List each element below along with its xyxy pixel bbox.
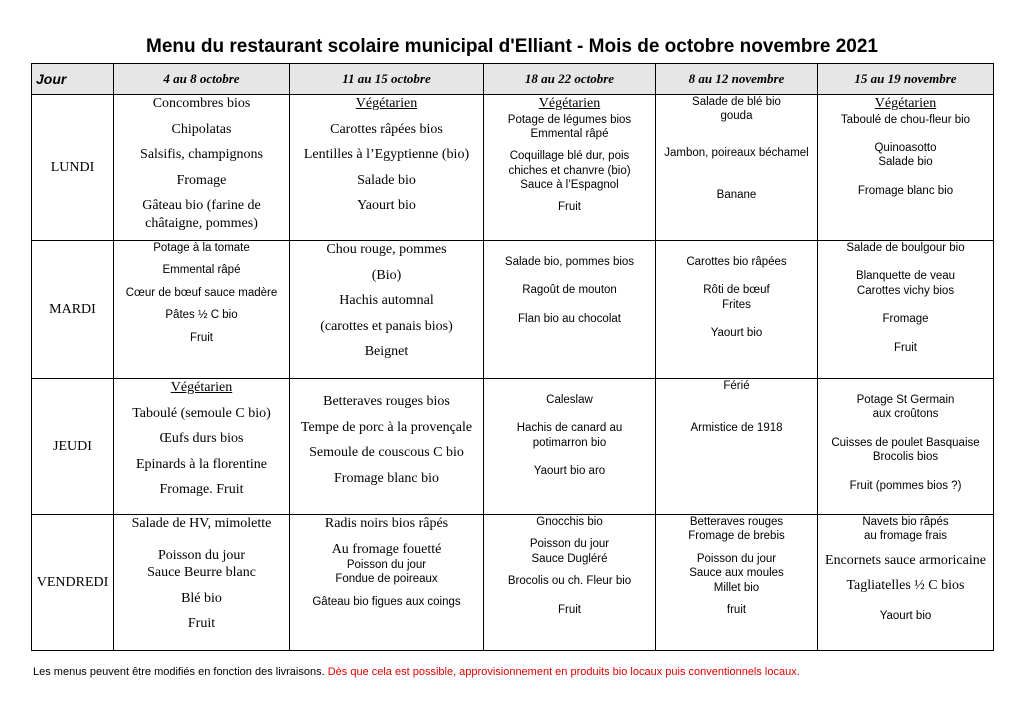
cell-vendredi-week2 [290,515,484,651]
menu-item: Epinards à la florentine [135,456,267,472]
menu-item: Taboulé de chou-fleur bio [840,113,971,126]
menu-item: Taboulé (semoule C bio) [132,405,271,421]
header-jour: Jour [32,64,114,95]
menu-item: Tempe de porc à la provençale [300,419,473,435]
menu-item: Flan bio au chocolat [518,312,621,325]
menu-item: Yaourt bio [879,609,932,622]
cell-lundi-week5 [818,95,994,241]
day-jeudi: JEUDI [32,379,114,515]
menu-item: Beignet [364,344,409,359]
menu-item: Fromage [882,313,929,326]
menu-item: Jambon, poireaux béchamel [664,146,809,159]
menu-item: Betteraves rouges [689,516,784,528]
cell-vendredi-week1 [114,515,290,651]
header-row [32,64,994,95]
menu-item: Semoule de couscous C bio [309,445,464,460]
menu-item: Gnocchis bio [536,516,603,528]
menu-item: Pâtes ½ C bio [165,309,238,322]
cell-jeudi-week4 [656,379,818,515]
day-mardi: MARDI [32,241,114,379]
menu-item: chiches et chanvre (bio) [508,164,631,177]
day-lundi: LUNDI [32,95,114,241]
row-mardi [32,241,994,379]
menu-item: Chou rouge, pommes [326,242,447,257]
vegetarian-label: Végétarien [538,96,601,111]
menu-item: Fruit [190,331,213,344]
menu-item: Salade bio [878,156,933,169]
menu-item: Fruit [558,201,581,214]
menu-item: Brocolis bios [872,451,939,464]
menu-item: Fondue de poireaux [335,573,438,586]
cell-lundi-week3 [484,95,656,241]
page-title: Menu du restaurant scolaire municipal d'Elliant - Mois de octobre novembre 2021 [146,36,878,57]
menu-item: au fromage frais [863,530,948,543]
menu-item: Gâteau bio figues aux coings [312,595,461,608]
header-week-1: 4 au 8 octobre [114,64,290,95]
menu-item: (carottes et panais bios) [320,318,453,334]
menu-item: Coquillage blé dur, pois [509,150,630,163]
menu-item: fruit [726,603,747,616]
menu-table [31,63,994,651]
menu-item: Poisson du jour [346,559,427,571]
menu-item: Fruit [894,341,917,354]
cell-vendredi-week5 [818,515,994,651]
cell-mardi-week3 [484,241,656,379]
row-lundi [32,95,994,241]
menu-item: Fruit [187,616,216,631]
menu-item: Lentilles à l’Egyptienne (bio) [303,147,470,162]
menu-item: Poisson du jour [157,547,246,563]
menu-item: Salade bio, pommes bios [504,256,635,268]
menu-item: Hachis automnal [339,293,434,308]
menu-item: Quinoasotto [874,141,937,154]
menu-item: Œufs durs bios [159,431,244,446]
menu-item: Férié [723,380,750,392]
menu-item: Ragoût de mouton [522,284,617,297]
menu-item: Salade de HV, mimolette [131,516,272,531]
menu-item: Rôti de bœuf [703,284,770,297]
menu-item: Cuisses de poulet Basquaise [831,436,980,449]
footer-note-highlight: Dès que cela est possible, approvisionnement en produits bio locaux puis conventionnels locaux. [327,666,800,678]
menu-item: Au fromage fouetté [331,541,442,557]
menu-item: Frites [722,298,751,311]
menu-item: Salade de blé bio [692,96,781,108]
menu-item: Tagliatelles ½ C bios [846,578,965,594]
menu-item: Hachis de canard au [516,422,623,435]
cell-jeudi-week5 [818,379,994,515]
vegetarian-label: Végétarien [874,96,937,111]
menu-item: Yaourt bio [357,198,416,213]
menu-item: Carottes vichy bios [856,284,955,297]
header-week-2: 11 au 15 octobre [290,64,484,95]
menu-item: Yaourt bio [710,327,763,340]
menu-item: Salade bio [357,172,416,188]
menu-item: aux croûtons [872,408,939,421]
menu-item: Potage de légumes bios [507,113,632,126]
menu-item: gouda [720,110,753,123]
cell-mardi-week4 [656,241,818,379]
menu-item: Fromage de brebis [688,530,785,543]
header-week-5: 15 au 19 novembre [818,64,994,95]
menu-item: Betteraves rouges bios [323,394,450,409]
menu-item: Fromage. Fruit [159,482,244,497]
menu-item: (Bio) [371,267,402,283]
cell-lundi-week1 [114,95,290,241]
menu-item: Yaourt bio aro [533,465,606,478]
header-week-3: 18 au 22 octobre [484,64,656,95]
menu-item: Sauce à l’Espagnol [520,179,619,191]
menu-item: Potage St Germain [856,394,955,406]
menu-item: Gâteau bio (farine de [142,198,261,213]
cell-mardi-week5 [818,241,994,379]
cell-jeudi-week2 [290,379,484,515]
menu-item: Radis noirs bios râpés [324,516,449,531]
cell-jeudi-week3 [484,379,656,515]
menu-item: châtaigne, pommes) [145,215,258,231]
menu-item: Fromage [176,172,227,188]
menu-item: Salsifis, champignons [140,147,263,162]
menu-item: Caleslaw [546,394,593,406]
cell-vendredi-week3 [484,515,656,651]
footer-note-text: Les menus peuvent être modifiés en fonction des livraisons. [33,666,328,678]
menu-item: Blé bio [181,590,222,606]
menu-item: Fruit [558,603,581,616]
menu-item: Carottes râpées bios [330,121,443,137]
vegetarian-label: Végétarien [170,380,233,395]
row-jeudi [32,379,994,515]
menu-item: Millet bio [713,581,760,594]
cell-jeudi-week1 [114,379,290,515]
cell-mardi-week1 [114,241,290,379]
menu-item: Poisson du jour [696,552,777,565]
menu-item: potimarron bio [532,436,607,449]
row-vendredi [32,515,994,651]
menu-item: Encornets sauce armoricaine [825,552,986,568]
menu-item: Potage à la tomate [153,242,250,254]
menu-item: Carottes bio râpées [686,256,787,268]
menu-item: Concombres bios [152,96,251,111]
menu-item: Fruit (pommes bios ?) [849,479,962,492]
menu-item: Sauce aux moules [689,567,784,580]
menu-item: Brocolis ou ch. Fleur bio [507,575,632,588]
cell-lundi-week2 [290,95,484,241]
menu-item: Cœur de bœuf sauce madère [125,286,278,299]
menu-item: Emmental râpé [162,264,241,277]
menu-item: Salade de boulgour bio [846,242,965,254]
vegetarian-label: Végétarien [355,96,418,111]
cell-lundi-week4 [656,95,818,241]
menu-item: Poisson du jour [529,538,610,551]
day-vendredi: VENDREDI [32,515,114,651]
menu-item: Sauce Dugléré [531,552,608,565]
header-week-4: 8 au 12 novembre [656,64,818,95]
cell-vendredi-week4 [656,515,818,651]
footer-note [33,666,800,678]
menu-item: Banane [716,189,757,202]
menu-item: Fromage blanc bio [334,470,439,486]
cell-mardi-week2 [290,241,484,379]
menu-item: Fromage blanc bio [857,184,954,197]
menu-item: Sauce Beurre blanc [147,565,256,580]
menu-item: Chipolatas [171,121,232,137]
menu-item: Blanquette de veau [855,270,956,283]
menu-item: Navets bio râpés [862,516,949,528]
menu-item: Emmental râpé [530,127,609,140]
menu-item: Armistice de 1918 [690,422,783,435]
